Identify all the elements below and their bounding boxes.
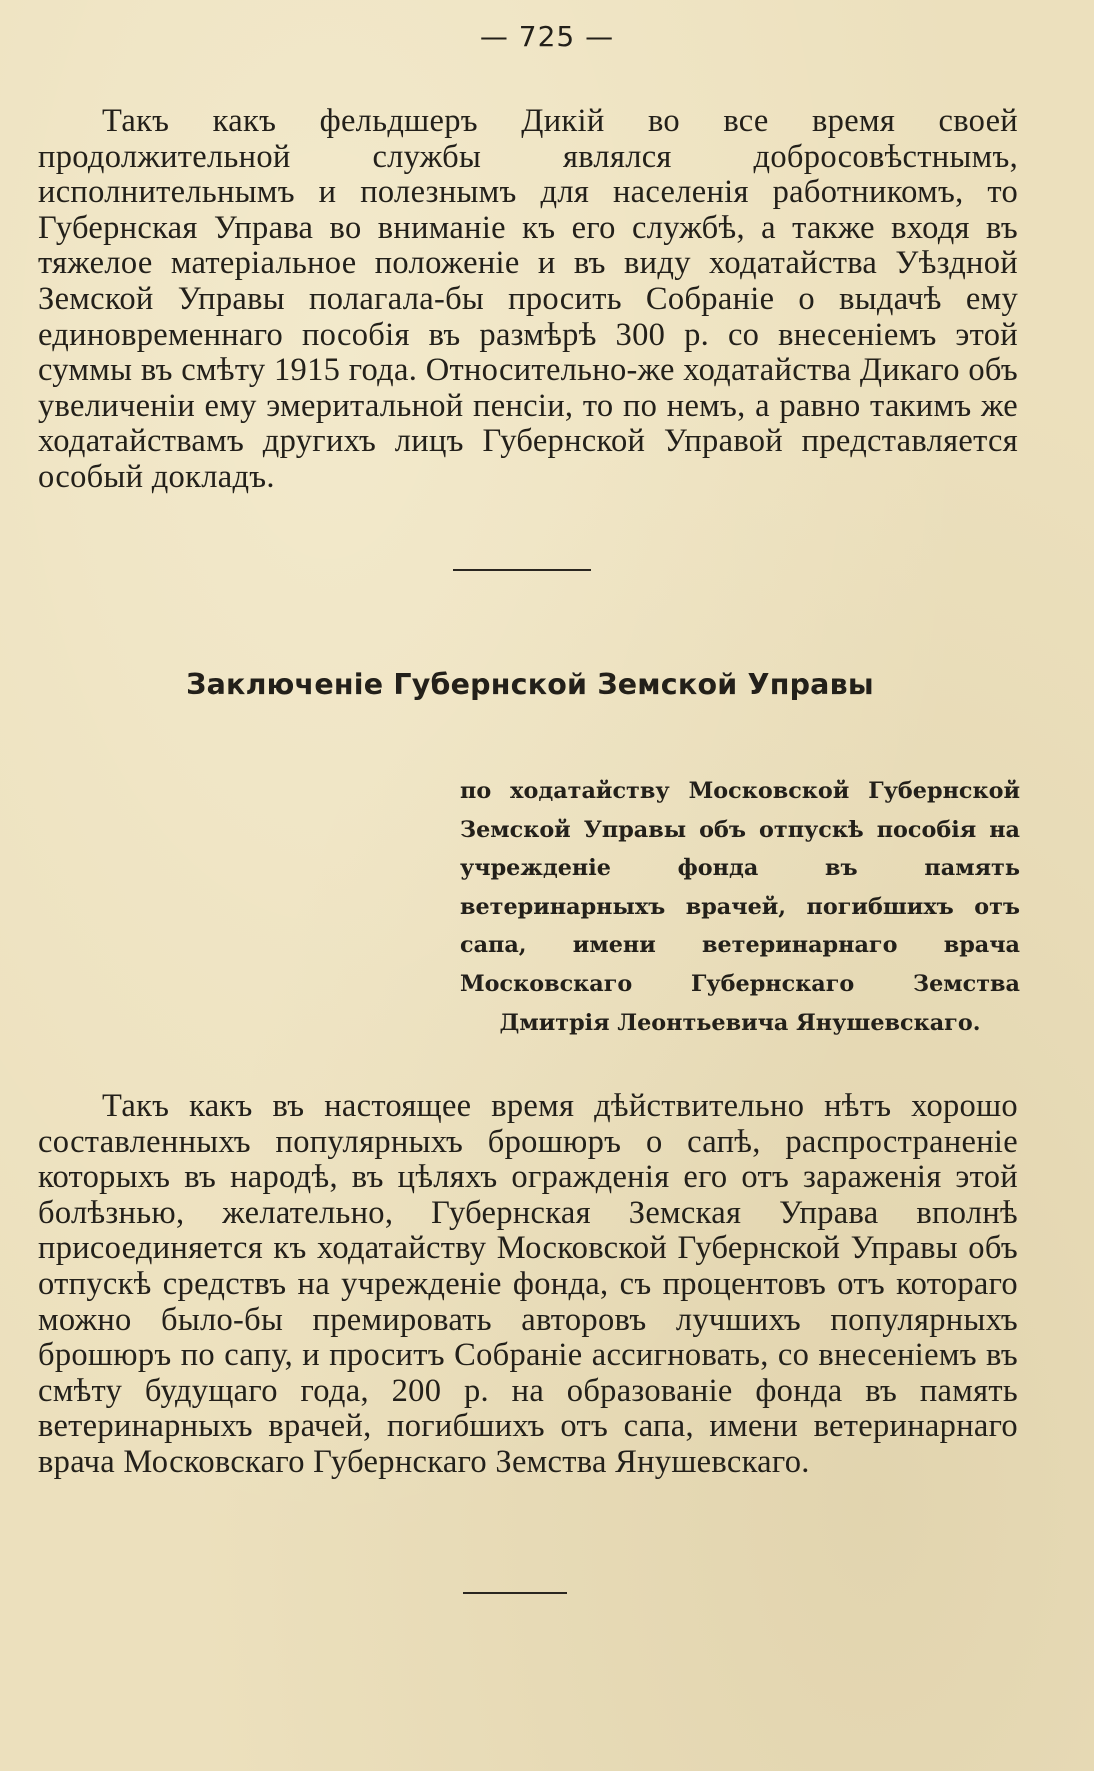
section-divider-top <box>453 569 591 571</box>
section-subtitle: по ходатайству Московской Губернской Земской Управы объ отпускѣ пособія на учрежденіе фонда въ память ветеринарныхъ врачей, погибшихъ отъ сапа, имени ветеринарнаго врача Московскаго Губернскаго Земства Дмитрія Леонтьевича Янушевскаго. <box>460 778 1020 1036</box>
section-heading: Заключеніе Губернской Земской Управы <box>186 668 874 701</box>
paragraph-conclusion: Такъ какъ въ настоящее время дѣйствительно нѣтъ хорошо составленныхъ популярныхъ брошюръ о сапѣ, распространеніе которыхъ въ народѣ, въ цѣляхъ огражденія его отъ зараженія этой болѣзнью, желательно, Губернская Земская Управа вполнѣ присоединяется къ ходатайству Московской Губернской Управы объ отпускѣ средствъ на учрежденіе фонда, съ процентовъ отъ котораго можно было-бы премировать авторовъ лучшихъ популярныхъ брошюръ по сапу, и проситъ Собраніе ассигновать, со внесеніемъ въ смѣту будущаго года, 200 р. на образованіе фонда въ память ветеринарныхъ врачей, погибшихъ отъ сапа, имени ветеринарнаго врача Московскаго Губернскаго Земства Янушевскаго. <box>38 1088 1018 1480</box>
page-number: — 725 — <box>479 20 615 53</box>
section-divider-bottom <box>463 1592 567 1594</box>
paragraph-feldsher-dikiy: Такъ какъ фельдшеръ Дикій во все время своей продолжительной службы являлся добросовѣстнымъ, исполнительнымъ и полезнымъ для населенія работникомъ, то Губернская Управа во вниманіе къ его службѣ, а также входя въ тяжелое матеріальное положеніе и въ виду ходатайства Уѣздной Земской Управы полагала-бы просить Собраніе о выдачѣ ему единовременнаго пособія въ размѣрѣ 300 р. со внесеніемъ этой суммы въ смѣту 1915 года. Относительно-же ходатайства Дикаго объ увеличеніи ему эмеритальной пенсіи, то по немъ, а равно такимъ же ходатайствамъ другихъ лицъ Губернской Управой представляется особый докладъ. <box>38 103 1018 495</box>
